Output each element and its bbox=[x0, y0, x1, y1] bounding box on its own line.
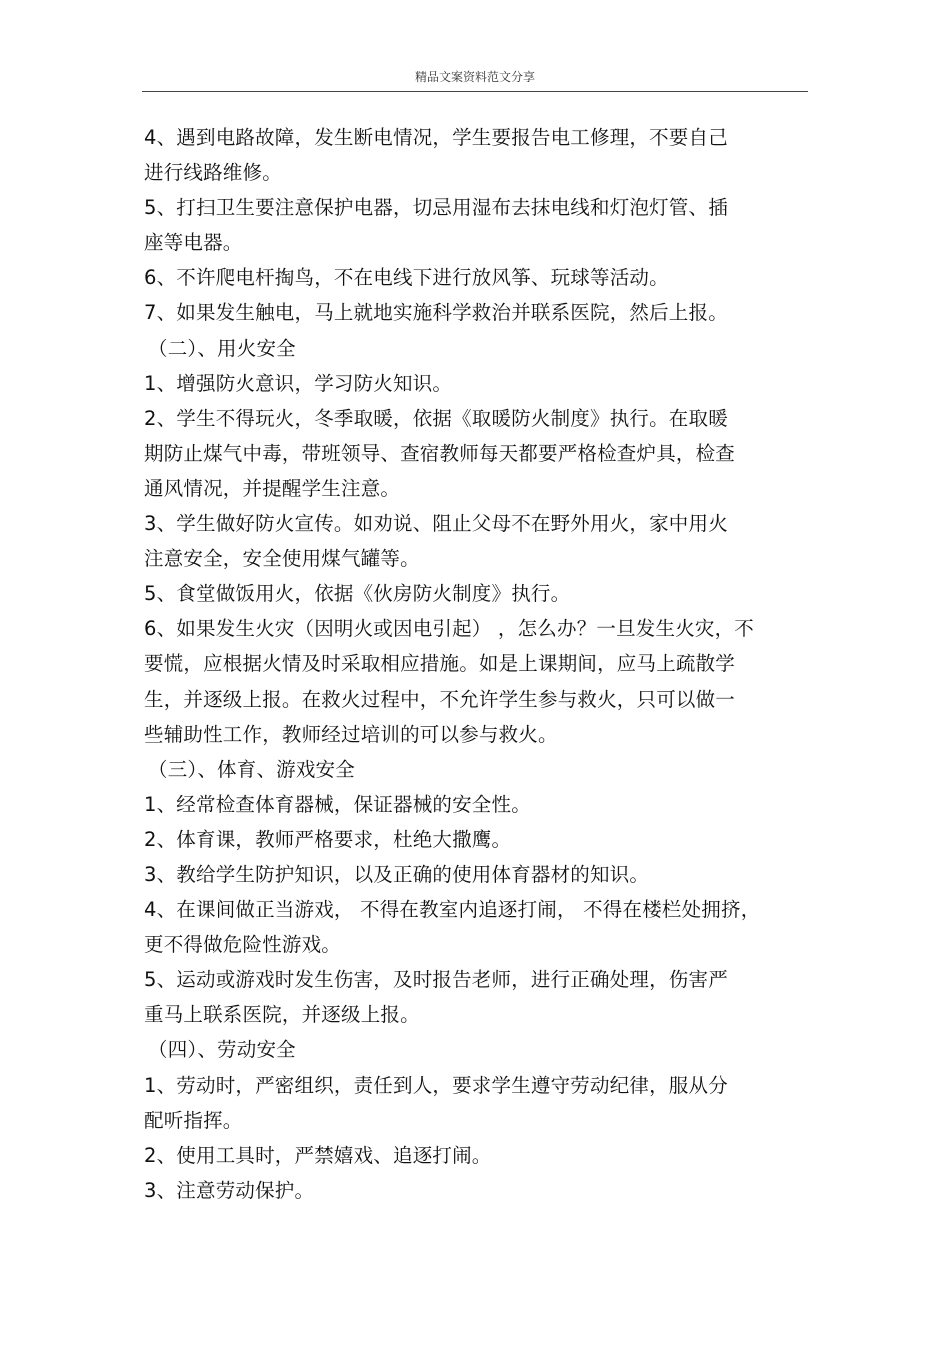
page-header: 精品文案资料范文分享 bbox=[414, 70, 535, 84]
text-line: 期防止煤气中毒，带班领导、查宿教师每天都要严格检查炉具，检查 bbox=[144, 441, 736, 465]
text-line: 6、不许爬电杆掏鸟，不在电线下进行放风筝、玩球等活动。 bbox=[144, 266, 669, 290]
section-heading-labor-safety: （四）、劳动安全 bbox=[148, 1038, 296, 1062]
text-line: 4、遇到电路故障，发生断电情况，学生要报告电工修理，不要自己 bbox=[144, 126, 728, 149]
text-line: 2、体育课，教师严格要求，杜绝大撒鹰。 bbox=[144, 827, 512, 851]
text-line: 要慌，应根据火情及时采取相应措施。如是上课期间，应马上疏散学 bbox=[144, 652, 736, 676]
text-line: 4、在课间做正当游戏， 不得在教室内追逐打闹， 不得在楼栏处拥挤， bbox=[144, 898, 761, 922]
text-line: 更不得做危险性游戏。 bbox=[144, 933, 342, 957]
text-line: 通风情况，并提醒学生注意。 bbox=[144, 476, 401, 500]
text-line: 1、经常检查体育器械，保证器械的安全性。 bbox=[144, 792, 531, 816]
text-line: 6、如果发生火灾（因明火或因电引起） ，怎么办？一旦发生火灾，不 bbox=[144, 617, 755, 641]
text-line: 配听指挥。 bbox=[144, 1108, 243, 1132]
text-line: 1、增强防火意识，学习防火知识。 bbox=[144, 371, 453, 395]
document-body bbox=[144, 120, 804, 1208]
text-line: 7、如果发生触电，马上就地实施科学救治并联系医院，然后上报。 bbox=[144, 301, 728, 325]
text-line: 座等电器。 bbox=[144, 231, 243, 255]
text-line: 些辅助性工作，教师经过培训的可以参与救火。 bbox=[144, 722, 558, 746]
header-divider bbox=[142, 91, 808, 92]
text-line: 5、食堂做饭用火，依据《伙房防火制度》执行。 bbox=[144, 582, 571, 606]
text-line: 5、运动或游戏时发生伤害，及时报告老师，进行正确处理，伤害严 bbox=[144, 968, 728, 992]
section-heading-fire-safety: （二）、用火安全 bbox=[148, 336, 296, 360]
text-line: 3、学生做好防火宣传。如劝说、阻止父母不在野外用火，家中用火 bbox=[144, 512, 728, 536]
text-line: 生，并逐级上报。在救火过程中，不允许学生参与救火，只可以做一 bbox=[144, 687, 736, 711]
section-heading-sports-safety: （三）、体育、游戏安全 bbox=[148, 757, 355, 781]
text-line: 2、使用工具时，严禁嬉戏、追逐打闹。 bbox=[144, 1143, 492, 1167]
text-line: 5、打扫卫生要注意保护电器，切忌用湿布去抹电线和灯泡灯管、插 bbox=[144, 196, 728, 220]
text-line: 进行线路维修。 bbox=[144, 161, 282, 185]
text-line: 3、教给学生防护知识，以及正确的使用体育器材的知识。 bbox=[144, 862, 650, 886]
text-line: 重马上联系医院，并逐级上报。 bbox=[144, 1003, 420, 1027]
text-line: 2、学生不得玩火，冬季取暖，依据《取暖防火制度》执行。在取暖 bbox=[144, 406, 728, 430]
text-line: 注意安全，安全使用煤气罐等。 bbox=[144, 547, 420, 571]
text-line: 3、注意劳动保护。 bbox=[144, 1178, 315, 1202]
text-line: 1、劳动时，严密组织，责任到人，要求学生遵守劳动纪律，服从分 bbox=[144, 1073, 728, 1097]
